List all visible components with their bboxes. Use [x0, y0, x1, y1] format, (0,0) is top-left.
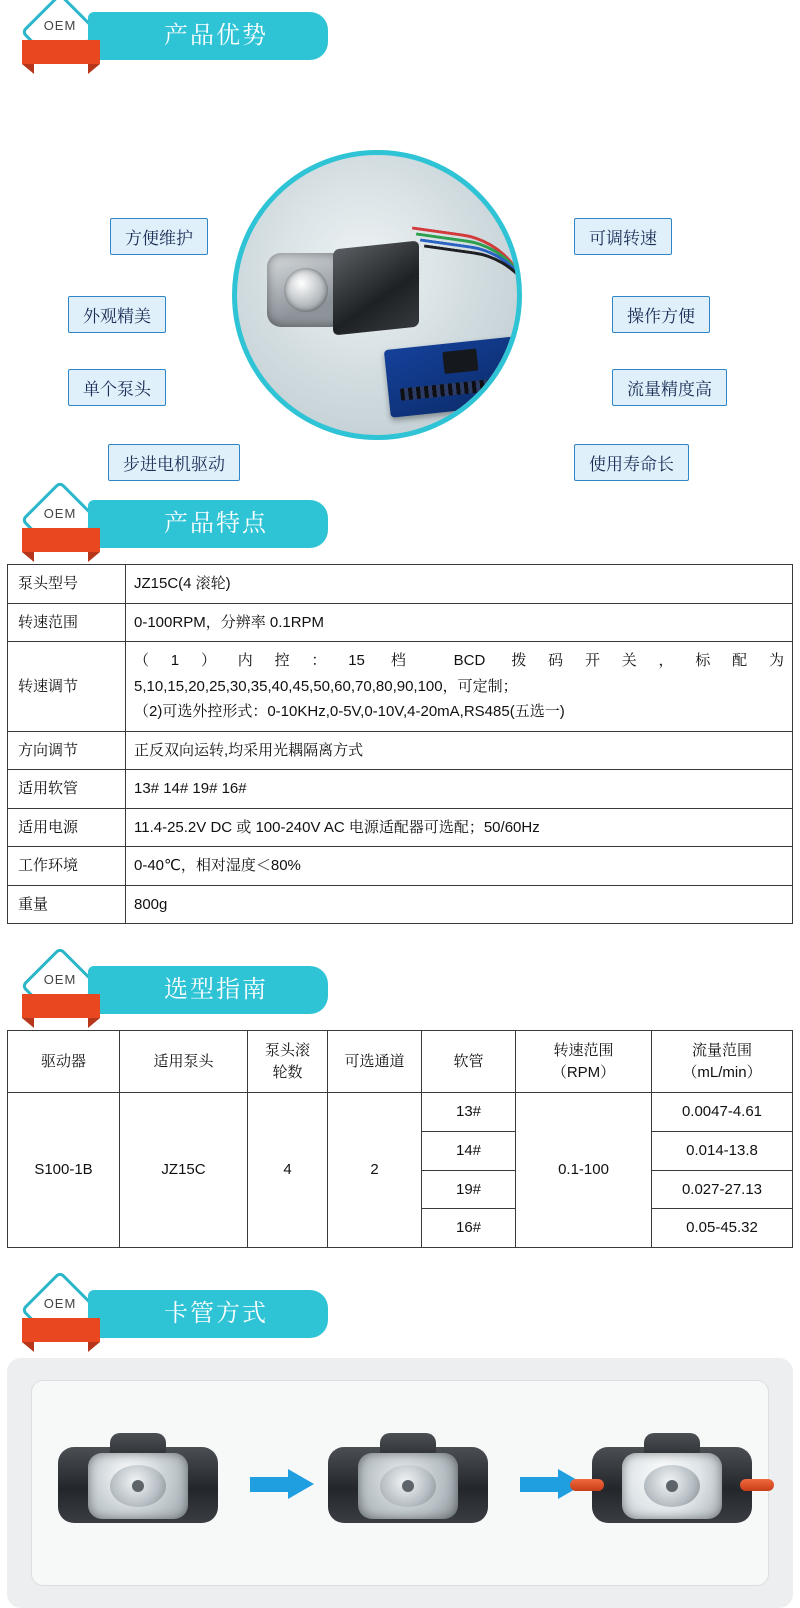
- pump-head-step-1: [58, 1433, 218, 1537]
- table-row: [8, 770, 793, 809]
- cell-tube: 13#: [422, 1093, 516, 1132]
- pump-head-step-3: [592, 1433, 752, 1537]
- wire-harness-illustration: [405, 235, 522, 345]
- column-header-rollers-line2: 轮数: [272, 1063, 303, 1081]
- cell-flow: 0.014-13.8: [652, 1131, 793, 1170]
- column-header-pump-head: 适用泵头: [120, 1031, 248, 1093]
- column-header-flow-range: [652, 1031, 793, 1093]
- column-header-speed-range: [516, 1031, 652, 1093]
- driver-board-illustration: [384, 336, 522, 418]
- advantage-tag-8: 使用寿命长: [574, 444, 689, 481]
- spec-key: 工作环境: [8, 847, 126, 886]
- spec-value: 13# 14# 19# 16#: [126, 770, 793, 809]
- spec-value: 正反双向运转,均采用光耦隔离方式: [126, 731, 793, 770]
- spec-key: 转速范围: [8, 603, 126, 642]
- column-header-speed-line1: 转速范围: [553, 1041, 614, 1059]
- section-title-selection: 选型指南: [88, 966, 328, 1014]
- cell-speed-range: 0.1-100: [516, 1093, 652, 1248]
- spec-value: 0-40℃，相对湿度＜80%: [126, 847, 793, 886]
- arrow-bar: [250, 1477, 290, 1492]
- column-header-flow-line1: 流量范围: [691, 1041, 752, 1059]
- section-banner-selection: [0, 954, 800, 1024]
- spec-key: 适用软管: [8, 770, 126, 809]
- arrow-tip: [288, 1469, 314, 1499]
- oem-badge-label: OEM: [43, 18, 77, 33]
- selection-guide-table: [7, 1030, 793, 1248]
- table-row: [8, 1093, 793, 1132]
- spec-key: 转速调节: [8, 642, 126, 732]
- column-header-driver: 驱动器: [8, 1031, 120, 1093]
- badge-ribbon: [22, 1318, 100, 1342]
- ribbon-notch: [51, 64, 71, 73]
- spec-value-line-1: （1）内控：15 档 BCD 拨码开关，标配为: [134, 652, 784, 669]
- advantage-tag-6: 操作方便: [612, 296, 710, 333]
- cell-flow: 0.0047-4.61: [652, 1093, 793, 1132]
- cell-rollers: 4: [248, 1093, 328, 1248]
- spec-value: [126, 642, 793, 732]
- specification-table: [7, 564, 793, 924]
- tube-mounting-inner: [31, 1380, 769, 1586]
- spec-value: 11.4-25.2V DC 或 100-240V AC 电源适配器可选配；50/60Hz: [126, 808, 793, 847]
- section-banner-tube-mounting: [0, 1278, 800, 1348]
- advantage-tag-7: 流量精度高: [612, 369, 727, 406]
- advantage-tag-1: 方便维护: [110, 218, 208, 255]
- tube-right-icon: [740, 1479, 774, 1491]
- spec-key: 适用电源: [8, 808, 126, 847]
- column-header-speed-line2: （RPM）: [551, 1063, 616, 1081]
- spec-value: 0-100RPM，分辨率 0.1RPM: [126, 603, 793, 642]
- spec-value-line-3: （2)可选外控形式：0-10KHz,0-5V,0-10V,4-20mA,RS485(五选一): [134, 703, 565, 720]
- spec-value-line-2: 5,10,15,20,25,30,35,40,45,50,60,70,80,90,100，可定制；: [134, 677, 518, 695]
- section-title-features: 产品特点: [88, 500, 328, 548]
- badge-ribbon: [22, 40, 100, 64]
- table-row: [8, 731, 793, 770]
- spec-value: 800g: [126, 885, 793, 924]
- table-row: [8, 847, 793, 886]
- product-photo: [232, 150, 522, 440]
- badge-ribbon: [22, 528, 100, 552]
- spec-key: 重量: [8, 885, 126, 924]
- pin-header-icon: [400, 378, 505, 401]
- cell-tube: 19#: [422, 1170, 516, 1209]
- cell-tube: 14#: [422, 1131, 516, 1170]
- table-row: [8, 642, 793, 732]
- column-header-tube: 软管: [422, 1031, 516, 1093]
- cell-pump-head: JZ15C: [120, 1093, 248, 1248]
- rotor-icon: [110, 1465, 166, 1507]
- rotor-icon: [380, 1465, 436, 1507]
- cell-channels: 2: [328, 1093, 422, 1248]
- ribbon-notch: [51, 1342, 71, 1351]
- advantage-tag-3: 单个泵头: [68, 369, 166, 406]
- rotor-icon: [644, 1465, 700, 1507]
- arrow-bar: [520, 1477, 560, 1492]
- section-banner-features: [0, 488, 800, 558]
- section-title-advantages: 产品优势: [88, 12, 328, 60]
- section-title-tube-mounting: 卡管方式: [88, 1290, 328, 1338]
- cell-driver: S100-1B: [8, 1093, 120, 1248]
- column-header-rollers-line1: 泵头滚: [264, 1041, 310, 1059]
- table-header-row: [8, 1031, 793, 1093]
- spec-value: JZ15C(4 滚轮): [126, 565, 793, 604]
- arrow-right-icon: [250, 1469, 314, 1499]
- badge-ribbon: [22, 994, 100, 1018]
- cell-flow: 0.05-45.32: [652, 1209, 793, 1248]
- pump-head-step-2: [328, 1433, 488, 1537]
- oem-badge-label: OEM: [43, 506, 77, 521]
- tube-mounting-panel: [7, 1358, 793, 1608]
- table-row: [8, 808, 793, 847]
- table-row: [8, 603, 793, 642]
- spec-key: 方向调节: [8, 731, 126, 770]
- chip-icon: [442, 349, 478, 374]
- oem-badge-label: OEM: [43, 1296, 77, 1311]
- tube-left-icon: [570, 1479, 604, 1491]
- column-header-rollers: [248, 1031, 328, 1093]
- advantage-tag-4: 步进电机驱动: [108, 444, 240, 481]
- cell-tube: 16#: [422, 1209, 516, 1248]
- cell-flow: 0.027-27.13: [652, 1170, 793, 1209]
- column-header-channels: 可选通道: [328, 1031, 422, 1093]
- oem-badge-label: OEM: [43, 972, 77, 987]
- column-header-flow-line2: （mL/min）: [682, 1063, 762, 1081]
- advantage-tag-2: 外观精美: [68, 296, 166, 333]
- ribbon-notch: [51, 1018, 71, 1027]
- table-row: [8, 565, 793, 604]
- ribbon-notch: [51, 552, 71, 561]
- table-row: [8, 885, 793, 924]
- product-advantages-hero: [0, 74, 800, 474]
- spec-key: 泵头型号: [8, 565, 126, 604]
- section-banner-advantages: [0, 0, 800, 70]
- advantage-tag-5: 可调转速: [574, 218, 672, 255]
